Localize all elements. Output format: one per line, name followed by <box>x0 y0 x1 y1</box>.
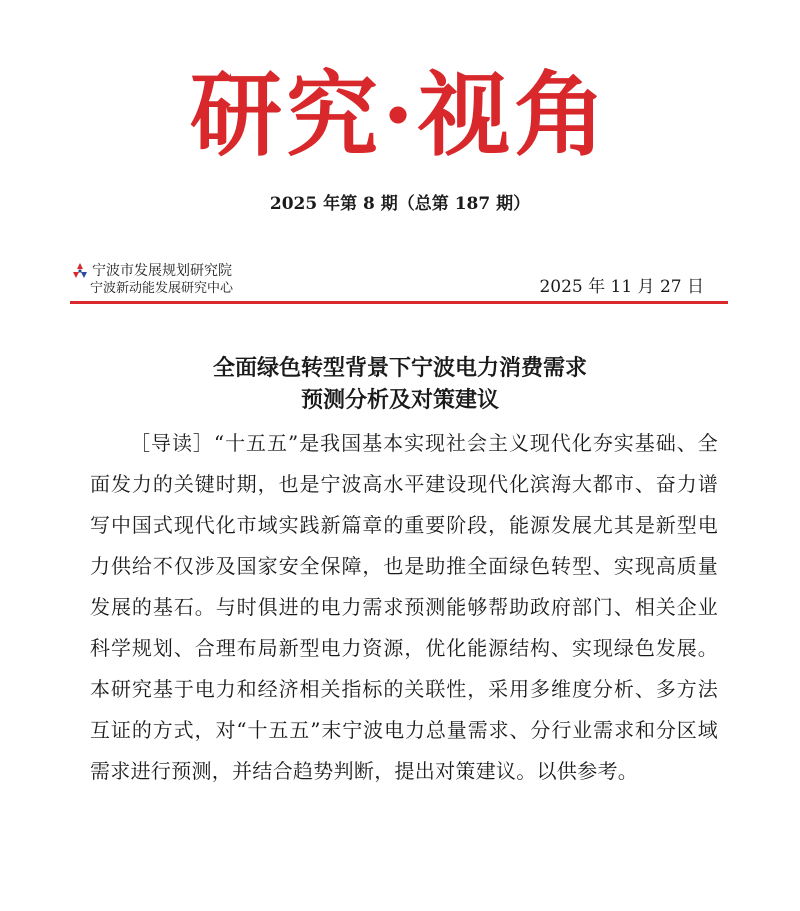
org-line-primary <box>70 262 233 280</box>
org-block <box>70 262 233 298</box>
article-title-line2: 预测分析及对策建议 <box>300 387 499 413</box>
issue-number: 2025 年第 8 期（总第 187 期） <box>269 194 531 214</box>
article-title-line1: 全面绿色转型背景下宁波电力消费需求 <box>212 355 587 381</box>
publish-date: 2025 年 11 月 27 日 <box>539 277 704 297</box>
org-name-secondary: 宁波新动能发展研究中心 <box>90 281 234 296</box>
org-line-secondary <box>70 280 233 298</box>
org-name-primary: 宁波市发展规划研究院 <box>92 263 232 279</box>
article-title <box>0 352 800 416</box>
masthead-title: 研究·视角 <box>189 61 611 169</box>
article-intro: ［导读］“十五五”是我国基本实现社会主义现代化夯实基础、全面发力的关键时期，也是宁波高水平建设现代化滨海大都市、奋力谱写中国式现代化市域实践新篇章的重要阶段，能源发展尤其是新型电力供给不仅涉及国家安全保障，也是助推全面绿色转型、实现高质量发展的基石。与时俱进的电力需求预测能够帮助政府部门、相关企业科学规划、合理布局新型电力资源，优化能源结构、实现绿色发展。本研究基于电力和经济相关指标的关联性，采用多维度分析、多方法互证的方式，对“十五五”末宁波电力总量需求、分行业需求和分区域需求进行预测，并结合趋势判断，提出对策建议。以供参考。 <box>90 431 718 783</box>
header-divider <box>70 301 728 304</box>
institute-logo-icon <box>70 262 90 280</box>
